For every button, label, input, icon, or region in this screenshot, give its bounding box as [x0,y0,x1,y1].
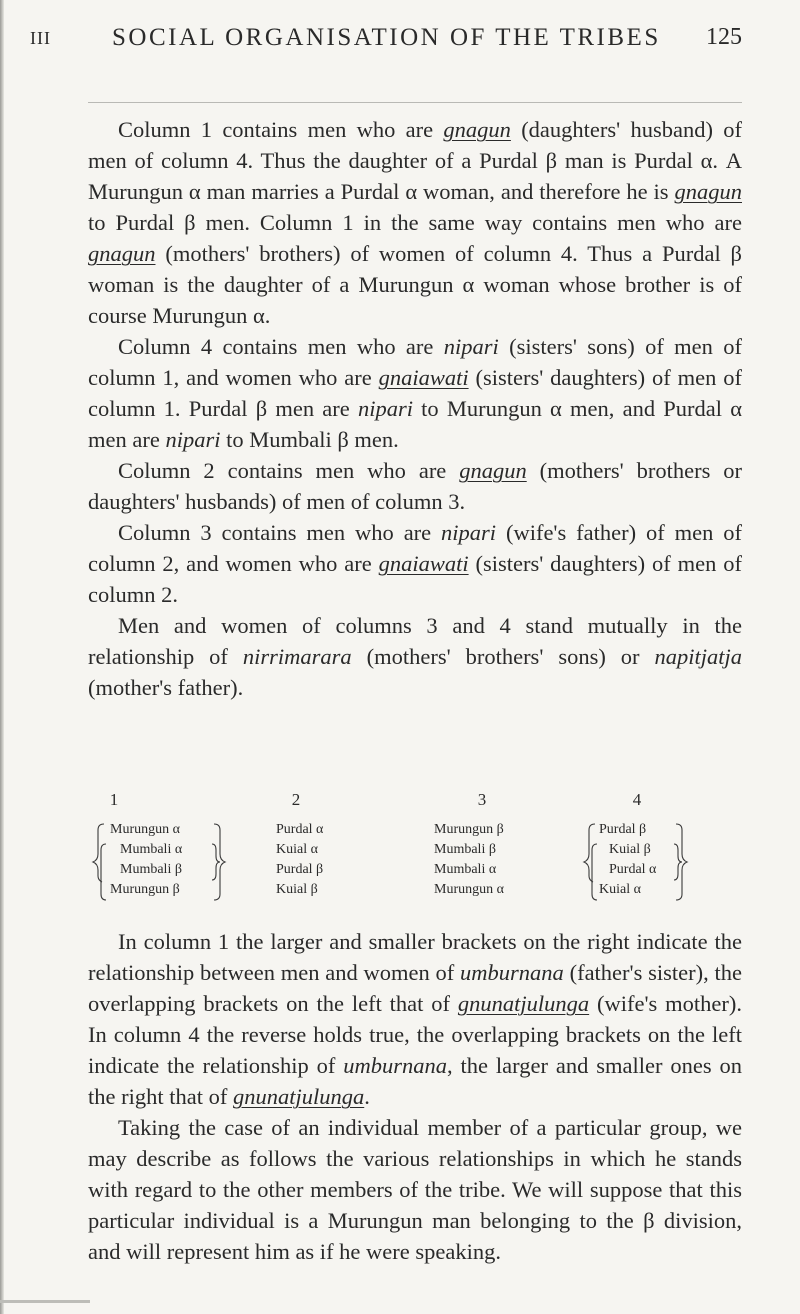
native-term: gnagun [459,458,527,483]
table-cell: Murungun α [110,822,180,837]
native-term: nirrimarara [242,644,352,669]
native-term: gnagun [674,179,742,204]
native-term: gnagun [443,117,511,142]
native-term: nipari [165,427,221,452]
paragraph: Column 1 contains men who are gnagun (daughters' husband) of men of column 4. Thus the daughter of a Purdal β man is Purdal α. A Murungun α man marries a Purdal α woman, and therefore he is gnagun to Purdal β men. Column 1 in the same way contains men who are gnagun (mothers' brothers) of women of column 4. Thus a Purdal β woman is the daughter of a Murungun α woman whose brother is of course Murungun α. [88,117,743,328]
column-number: 4 [632,790,642,809]
header-rule [88,102,742,103]
bracket-stroke [101,844,106,900]
table-cell: Murungun α [434,882,504,897]
bracket-col1-right [212,820,230,904]
table-cell: Purdal β [276,862,324,877]
native-term: gnaiawati [378,365,469,390]
paragraph: Column 3 contains men who are nipari (wife's father) of men of column 2, and women who are gnaiawati (sisters' daughters) of men of column 2. [88,520,742,607]
page-gutter-shadow [0,0,4,1314]
bracket-stroke [584,824,595,882]
native-term: gnaiawati [378,551,469,576]
column-number: 2 [291,790,301,809]
table-cell: Kuial β [276,882,318,897]
native-term: napitjatja [654,644,742,669]
native-term: nipari [443,334,499,359]
paragraph: Column 4 contains men who are nipari (sisters' sons) of men of column 1, and women who are gnaiawati (sisters' daughters) of men of column 1. Purdal β men are nipari to Murungun α men, and Purdal α men are nipari to Mumbali β men. [88,334,742,452]
table-cell: Murungun β [434,822,504,837]
body-text-lower [88,926,742,1267]
native-term: umburnana [460,960,564,985]
table-cell: Purdal α [276,822,324,837]
native-term: gnunatjulunga [232,1084,365,1109]
table-cell: Purdal β [599,822,647,837]
running-title: SOCIAL ORGANISATION OF THE TRIBES [112,24,661,51]
column-number: 3 [477,790,487,809]
native-term: gnunatjulunga [457,991,590,1016]
bracket-stroke [674,844,682,880]
column-number: 1 [109,790,119,809]
running-head [30,14,742,70]
bracket-stroke [93,824,104,882]
table-cell: Murungun β [110,882,180,897]
native-term: nipari [441,520,497,545]
bracket-col4-left [581,820,601,904]
table-cell: Kuial α [599,882,641,897]
table-cell: Kuial β [609,842,651,857]
paragraph: Men and women of columns 3 and 4 stand mutually in the relationship of nirrimarara (mothers' brothers' sons) or napitjatja (mother's father). [88,613,742,700]
bracket-stroke [592,844,597,900]
native-term: nipari [357,396,413,421]
native-term: gnagun [88,241,156,266]
bracket-col4-right [674,820,692,904]
table-cell: Kuial α [276,842,318,857]
native-term: umburnana [343,1053,448,1078]
paragraph: Taking the case of an individual member of a particular group, we may describe as follows the various relationships in which he stands with regard to the other members of the tribe. We will suppose that this particular individual is a Murungun man belonging to the β division, and will represent him as if he were speaking. [88,1115,742,1264]
page-edge-line [0,1300,90,1303]
paragraph: In column 1 the larger and smaller brackets on the right indicate the relationship between men and women of umburnana (father's sister), the overlapping brackets on the left that of gnunatjulunga (wife's mother). In column 4 the reverse holds true, the overlapping brackets on the left indicate the relationship of umburnana, the larger and smaller ones on the right that of gnunatjulunga. [88,929,742,1109]
paragraph: Column 2 contains men who are gnagun (mothers' brothers or daughters' husbands) of men of column 3. [88,458,742,514]
table-cell: Purdal α [609,862,657,877]
table-cell: Mumbali α [120,842,183,857]
chapter-number: III [30,28,51,48]
body-text-upper [88,114,742,703]
bracket-stroke [212,844,220,880]
relationship-table [88,790,742,940]
table-cell: Mumbali β [120,862,182,877]
page-number: 125 [706,24,742,50]
table-cell: Mumbali β [434,842,496,857]
bracket-col1-left [90,820,110,904]
table-cell: Mumbali α [434,862,497,877]
